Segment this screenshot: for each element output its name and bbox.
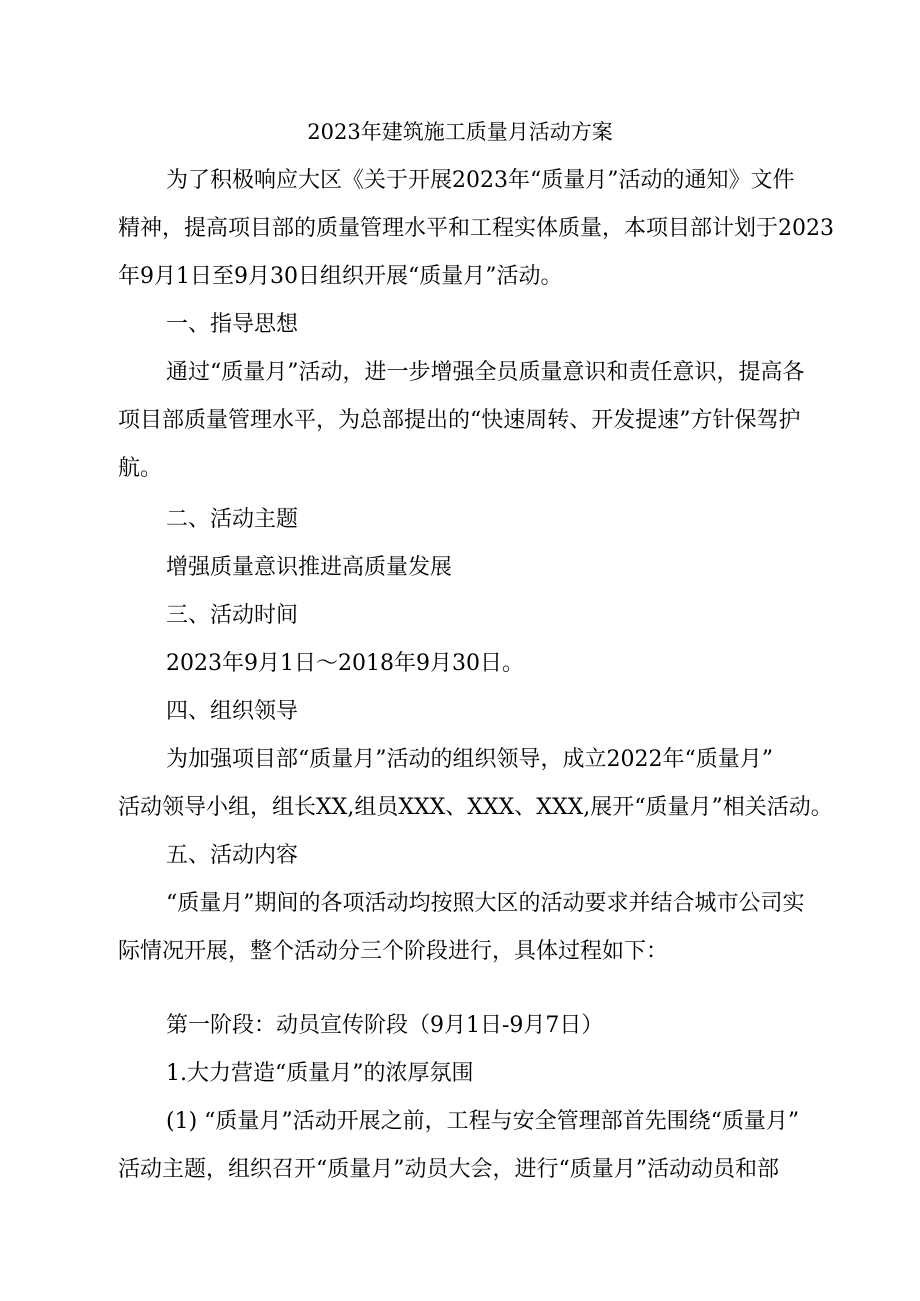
section-heading-guiding-thought: 一、指导思想 (166, 312, 299, 337)
paragraph-activity-theme: 增强质量意识推进高质量发展 (166, 555, 453, 580)
paragraph-intro-line-2: 精神，提高项目部的质量管理水平和工程实体质量，本项目部计划于2023 (118, 216, 834, 241)
section-heading-organization: 四、组织领导 (166, 699, 299, 724)
paragraph-content-line-2: 际情况开展，整个活动分三个阶段进行，具体过程如下： (118, 939, 669, 964)
paragraph-content-line-1: “质量月”期间的各项活动均按照大区的活动要求并结合城市公司实 (166, 891, 805, 916)
paragraph-guiding-line-3: 航。 (118, 456, 163, 481)
paragraph-organization-line-2: 活动领导小组，组长XX,组员XXX、XXX、XXX,展开“质量月”相关活动。 (118, 795, 833, 820)
paragraph-organization-line-1: 为加强项目部“质量月”活动的组织领导，成立2022年“质量月” (166, 747, 773, 772)
paragraph-intro-line-3: 年9月1日至9月30日组织开展“质量月”活动。 (118, 264, 563, 289)
section-heading-activity-time: 三、活动时间 (166, 603, 299, 628)
section-heading-activity-content: 五、活动内容 (166, 843, 299, 868)
item-one-paragraph-line-1: (1) “质量月”活动开展之前，工程与安全管理部首先围绕“质量月” (166, 1109, 800, 1134)
paragraph-guiding-line-2: 项目部质量管理水平，为总部提出的“快速周转、开发提速”方针保驾护 (118, 408, 801, 433)
stage-one-heading: 第一阶段：动员宣传阶段（9月1日-9月7日） (166, 1013, 604, 1038)
section-heading-activity-theme: 二、活动主题 (166, 507, 299, 532)
paragraph-intro-line-1: 为了积极响应大区《关于开展2023年“质量月”活动的通知》文件 (166, 168, 795, 193)
paragraph-guiding-line-1: 通过“质量月”活动，进一步增强全员质量意识和责任意识，提高各 (166, 360, 805, 385)
item-one-heading: 1.大力营造“质量月”的浓厚氛围 (166, 1061, 474, 1086)
item-one-paragraph-line-2: 活动主题，组织召开“质量月”动员大会，进行“质量月”活动动员和部 (118, 1157, 779, 1182)
paragraph-activity-time: 2023年9月1日～2018年9月30日。 (166, 651, 524, 676)
document-title: 2023年建筑施工质量月活动方案 (307, 120, 613, 144)
